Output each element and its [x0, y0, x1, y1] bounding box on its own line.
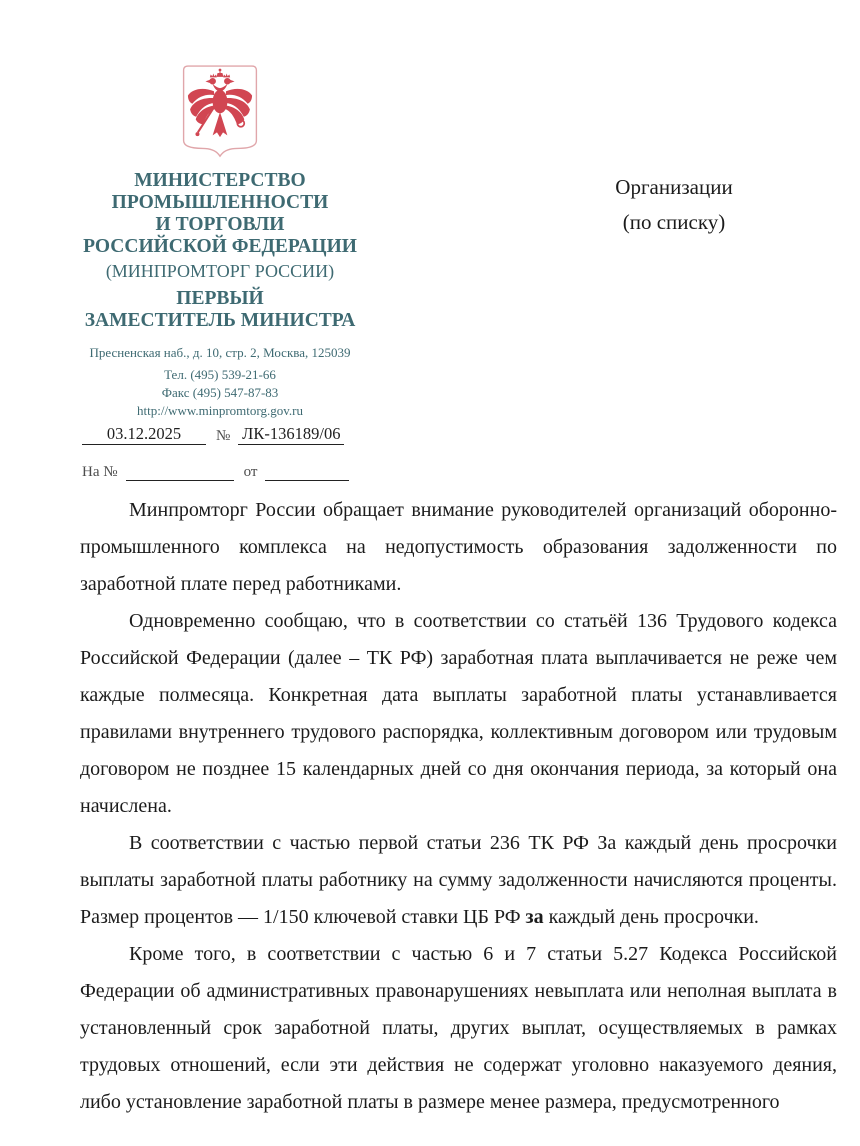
text-segment: Кроме того, в соответствии с частью 6 и 7 статьи 5.27 Кодекса Российской Федерации об административных правонарушениях невыплата или неполная выплата в установленный срок заработной платы, других выплат, осуществляемых в рамках трудовых отношений, если эти действия не содержат уголовно наказуемого деяния, либо установление заработной платы в размере менее размера, предусмотренного: [80, 943, 837, 1113]
reply-to-label: На №: [82, 464, 118, 480]
ministry-name-line: ПРОМЫШЛЕННОСТИ: [111, 192, 329, 213]
body-paragraph: [80, 936, 837, 1121]
reply-to-number-blank: [126, 460, 234, 481]
postal-address: Пресненская наб., д. 10, стр. 2, Москва, 125039: [89, 345, 351, 360]
body-text: [80, 492, 837, 1121]
number-sign-label: №: [216, 428, 231, 444]
coat-of-arms-emblem: [181, 64, 259, 165]
from-date-label: от: [243, 464, 258, 480]
fax-line: Факс (495) 547-87-83: [161, 385, 279, 400]
double-headed-eagle-icon: [181, 64, 259, 160]
from-date-blank: [265, 460, 349, 481]
recipient-block: [538, 170, 810, 240]
position-line: ЗАМЕСТИТЕЛЬ МИНИСТРА: [84, 310, 356, 331]
outgoing-reference-row: [82, 424, 344, 445]
bold-text-segment: за: [525, 906, 544, 928]
contact-block: [70, 344, 370, 420]
website-line: http://www.minpromtorg.gov.ru: [137, 403, 303, 418]
body-paragraph: [80, 825, 837, 936]
body-paragraph: [80, 492, 837, 603]
body-paragraph: [80, 603, 837, 825]
ministry-name-line: МИНИСТЕРСТВО: [134, 170, 306, 191]
phone-line: Тел. (495) 539-21-66: [164, 367, 276, 382]
text-segment: В соответствии с частью первой статьи 236 ТК РФ За каждый день просрочки выплаты заработной платы работнику на сумму задолженности начисляются проценты. Размер процентов — 1/150 ключевой ставки ЦБ РФ: [80, 832, 837, 928]
ministry-name: [70, 170, 370, 282]
letter-date: 03.12.2025: [82, 424, 206, 445]
ministry-name-line: И ТОРГОВЛИ: [155, 214, 285, 235]
ministry-name-line: РОССИЙСКОЙ ФЕДЕРАЦИИ: [83, 236, 357, 257]
text-segment: каждый день просрочки.: [543, 906, 759, 928]
position-line: ПЕРВЫЙ: [176, 288, 264, 309]
text-segment: Минпромторг России обращает внимание руководителей организаций оборонно-промышленного комплекса на недопустимость образования задолженности по заработной плате перед работниками.: [80, 499, 837, 595]
recipient-line: (по списку): [622, 210, 726, 234]
letter-number: ЛК-136189/06: [238, 424, 344, 445]
signer-position-title: [70, 288, 370, 332]
recipient-line: Организации: [615, 175, 733, 199]
text-segment: Одновременно сообщаю, что в соответствии со статьёй 136 Трудового кодекса Российской Федерации (далее – ТК РФ) заработная плата выплачивается не реже чем каждые полмесяца. Конкретная дата выплаты заработной платы устанавливается правилами внутреннего трудового распорядка, коллективным договором или трудовым договором не позднее 15 календарных дней со дня окончания периода, за который она начислена.: [80, 610, 837, 817]
ministry-short-name: (МИНПРОМТОРГ РОССИИ): [105, 261, 335, 281]
letterhead: [70, 62, 370, 492]
incoming-reference-row: [82, 460, 349, 481]
